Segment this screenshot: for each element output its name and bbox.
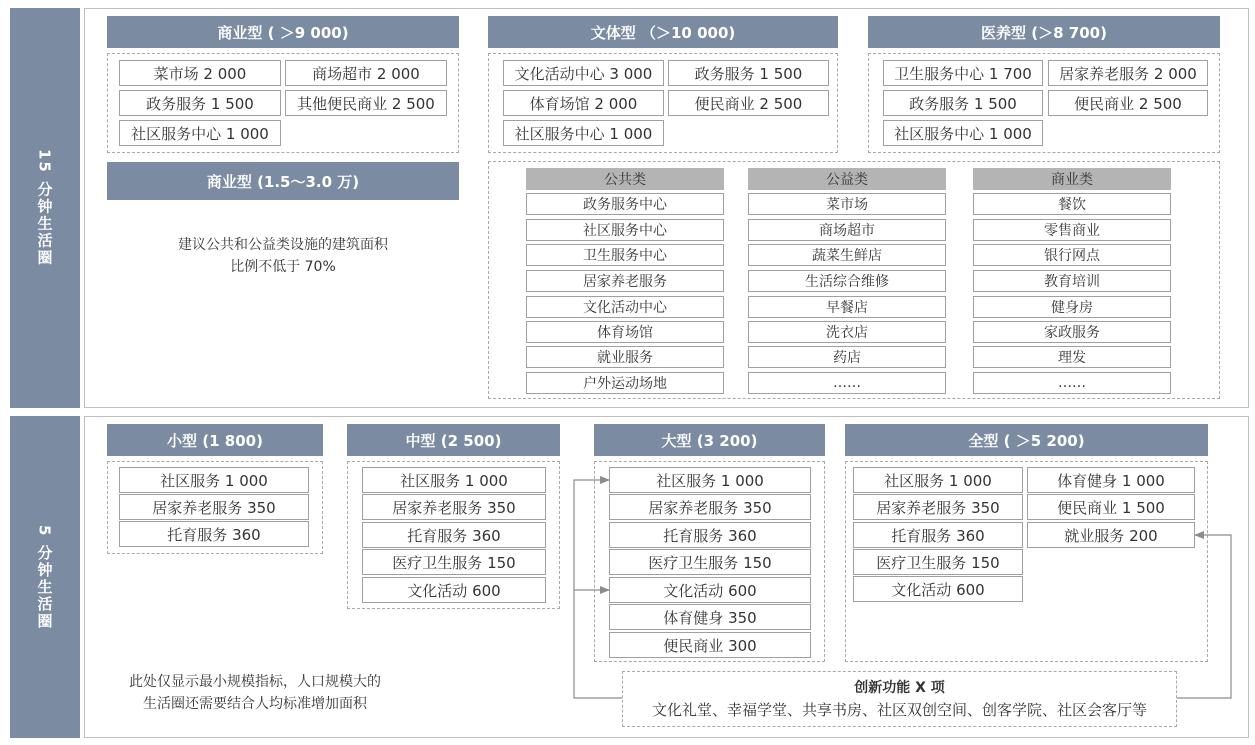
list-item-welfare: 生活综合维修 [748,270,946,292]
item-medium: 托育服务 360 [362,522,546,548]
list-item-welfare: 菜市场 [748,193,946,215]
item-full: 体育健身 1 000 [1027,467,1195,493]
item-medium: 医疗卫生服务 150 [362,549,546,575]
note-line: 建议公共和公益类设施的建筑面积 [178,237,388,253]
item-large: 医疗卫生服务 150 [609,549,811,575]
item-small: 居家养老服务 350 [119,494,309,520]
item-large: 体育健身 350 [609,604,811,630]
note-minimum-scale [95,671,415,715]
list-item-business: 理发 [973,346,1171,368]
list-item-public: 户外运动场地 [526,372,724,394]
list-item-business: 餐饮 [973,193,1171,215]
header-medium: 中型 (2 500) [347,424,560,456]
band-5-minute-label: 5 分钟生活圈 [35,524,54,630]
note-line: 此处仅显示最小规模指标，人口规模大的 [129,674,381,690]
item-medical-care: 政务服务 1 500 [883,90,1043,116]
item-small: 社区服务 1 000 [119,467,309,493]
item-full: 就业服务 200 [1027,522,1195,548]
item-full: 医疗卫生服务 150 [853,549,1023,575]
list-header-public: 公共类 [526,168,724,190]
item-medical-care: 居家养老服务 2 000 [1048,60,1208,86]
list-item-business: 银行网点 [973,244,1171,266]
item-commercial: 菜市场 2 000 [119,60,281,86]
item-commercial: 商场超市 2 000 [285,60,447,86]
header-medical-care: 医养型 (＞8 700) [868,16,1220,48]
item-medical-care: 便民商业 2 500 [1048,90,1208,116]
header-large: 大型 (3 200) [594,424,825,456]
note-line: 比例不低于 70% [230,259,336,275]
header-commercial-large: 商业型 (1.5～3.0 万) [107,162,459,200]
note-public-ratio [107,234,459,278]
list-item-business: 零售商业 [973,219,1171,241]
item-culture-sports: 便民商业 2 500 [668,90,829,116]
item-full: 文化活动 600 [853,576,1023,602]
item-commercial: 政务服务 1 500 [119,90,281,116]
item-full: 居家养老服务 350 [853,494,1023,520]
item-commercial: 其他便民商业 2 500 [285,90,447,116]
item-large: 文化活动 600 [609,577,811,603]
innovation-text: 文化礼堂、幸福学堂、共享书房、社区双创空间、创客学院、社区会客厅等 [651,701,1147,719]
note-line: 生活圈还需要结合人均标准增加面积 [143,696,367,712]
item-commercial: 社区服务中心 1 000 [119,120,281,146]
list-item-business: 教育培训 [973,270,1171,292]
item-culture-sports: 社区服务中心 1 000 [503,120,664,146]
item-full: 社区服务 1 000 [853,467,1023,493]
list-item-public: 体育场馆 [526,321,724,343]
header-small: 小型 (1 800) [107,424,323,456]
list-item-public: 政务服务中心 [526,193,724,215]
list-item-welfare: …… [748,372,946,394]
list-header-welfare: 公益类 [748,168,946,190]
item-medical-care: 卫生服务中心 1 700 [883,60,1043,86]
list-item-welfare: 蔬菜生鲜店 [748,244,946,266]
list-item-welfare: 商场超市 [748,219,946,241]
list-item-public: 居家养老服务 [526,270,724,292]
item-large: 便民商业 300 [609,632,811,658]
item-culture-sports: 体育场馆 2 000 [503,90,664,116]
item-small: 托育服务 360 [119,521,309,547]
list-item-business: 家政服务 [973,321,1171,343]
item-medical-care: 社区服务中心 1 000 [883,120,1043,146]
item-full: 托育服务 360 [853,522,1023,548]
list-item-business: …… [973,372,1171,394]
band-15-minute-label: 15 分钟生活圈 [35,149,54,267]
item-medium: 文化活动 600 [362,577,546,603]
item-medium: 社区服务 1 000 [362,467,546,493]
list-item-welfare: 药店 [748,346,946,368]
header-commercial: 商业型 ( ＞9 000) [107,16,459,48]
list-item-welfare: 洗衣店 [748,321,946,343]
item-large: 居家养老服务 350 [609,494,811,520]
list-item-welfare: 早餐店 [748,296,946,318]
list-item-public: 卫生服务中心 [526,244,724,266]
item-culture-sports: 文化活动中心 3 000 [503,60,664,86]
item-full: 便民商业 1 500 [1027,494,1195,520]
header-full: 全型 ( ＞5 200) [845,424,1208,456]
list-item-business: 健身房 [973,296,1171,318]
innovation-title: 创新功能 X 项 [854,680,945,696]
item-large: 托育服务 360 [609,522,811,548]
list-item-public: 文化活动中心 [526,296,724,318]
item-large: 社区服务 1 000 [609,467,811,493]
list-header-business: 商业类 [973,168,1171,190]
band-15-minute [10,8,80,408]
list-item-public: 就业服务 [526,346,724,368]
band-5-minute [10,416,80,738]
item-culture-sports: 政务服务 1 500 [668,60,829,86]
header-culture-sports: 文体型 （＞10 000) [488,16,838,48]
item-medium: 居家养老服务 350 [362,494,546,520]
list-item-public: 社区服务中心 [526,219,724,241]
